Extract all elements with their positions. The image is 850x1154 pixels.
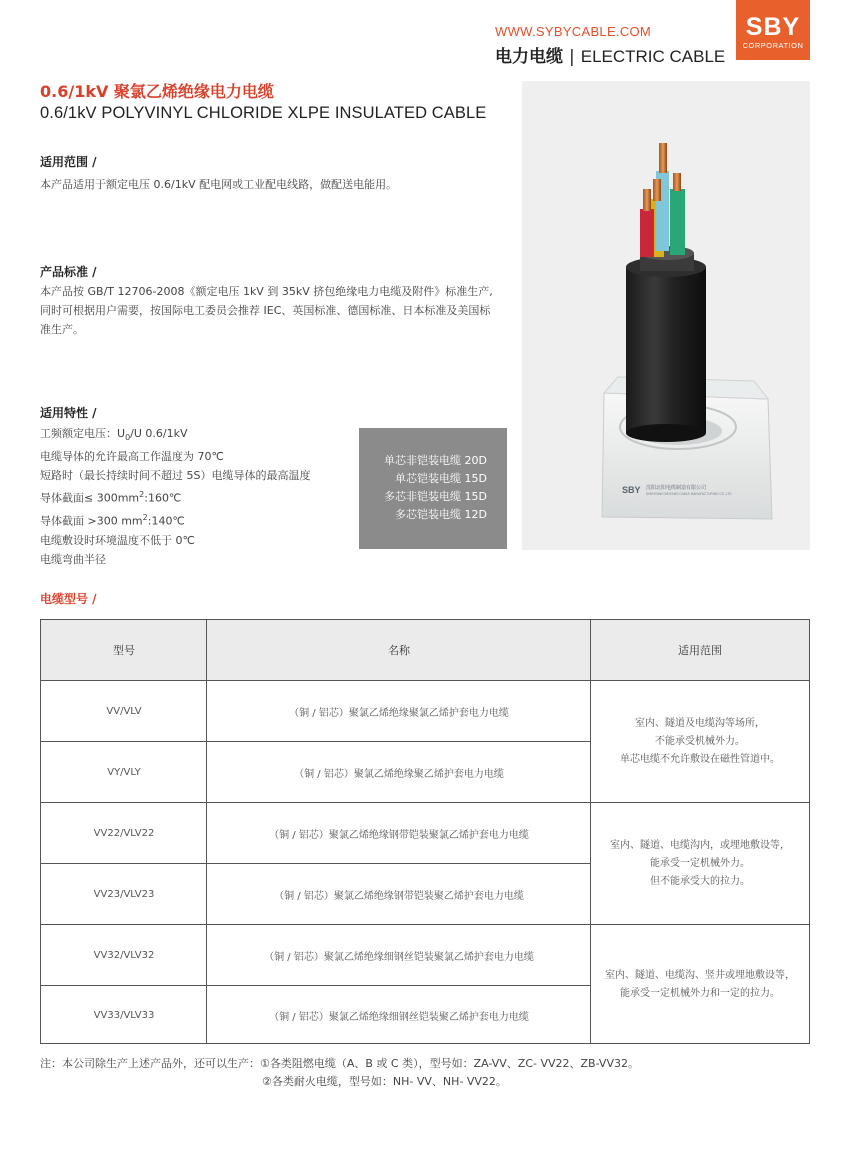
table-cell-model: VV/VLV [106, 705, 142, 717]
table-cell-model: VV33/VLV33 [93, 1009, 155, 1021]
table-cell-name: （铜 / 铝芯）聚氯乙烯绝缘细钢丝铠装聚乙烯护套电力电缆 [269, 1011, 529, 1023]
scope-heading: 适用范围 / [40, 155, 97, 169]
table-divider [41, 985, 590, 986]
feature-line-bend: 电缆弯曲半径 [40, 552, 106, 566]
bend-radius-item: 多芯铠装电缆 12D [395, 508, 487, 521]
category-separator: | [569, 47, 575, 67]
feature-line-short: 短路时（最长持续时间不超过 5S）电缆导体的最高温度 [40, 469, 311, 483]
table-cell-model: VV32/VLV32 [93, 949, 155, 961]
footnote [40, 1055, 639, 1091]
bend-radius-item: 单芯铠装电缆 15D [395, 472, 487, 485]
table-cell-name: （铜 / 铝芯）聚氯乙烯绝缘钢带铠装聚氯乙烯护套电力电缆 [269, 829, 529, 841]
cross1-prefix: 导体截面≤ 300mm [40, 491, 140, 505]
category-en: ELECTRIC CABLE [580, 47, 726, 66]
table-divider [41, 863, 590, 864]
standard-text [40, 282, 493, 339]
cross1-sup: 2 [139, 490, 145, 500]
scope-line: 能承受一定机械外力。 [650, 857, 750, 869]
bend-radius-item: 单芯非铠装电缆 20D [384, 454, 487, 467]
scope-line: 室内、隧道及电缆沟等场所， [635, 717, 765, 729]
bend-radius-item: 多芯非铠装电缆 15D [384, 490, 487, 503]
model-table [40, 619, 810, 1044]
feature-voltage [40, 424, 310, 447]
feature-line-temp: 电缆导体的允许最高工作温度为 70℃ [40, 450, 224, 464]
scope-line: 室内、隧道、电缆沟、竖井或埋地敷设等， [605, 969, 795, 981]
table-cell-model: VV23/VLV23 [93, 888, 155, 900]
standard-heading: 产品标准 / [40, 265, 97, 279]
scope-line: 能承受一定机械外力和一定的拉力。 [620, 987, 780, 999]
category-cn: 电力电缆 [495, 47, 563, 67]
table-cell-scope [591, 803, 809, 924]
scope-line: 单芯电缆不允许敷设在磁性管道中。 [620, 753, 780, 765]
voltage-suffix: /U 0.6/1kV [130, 427, 188, 440]
logo-text: SBY [745, 13, 801, 41]
product-title-cn: 0.6/1kV 聚氯乙烯绝缘电力电缆 [40, 82, 274, 101]
cross2-sup: 2 [142, 512, 148, 522]
table-cell-name: （铜 / 铝芯）聚氯乙烯绝缘聚氯乙烯护套电力电缆 [289, 707, 509, 719]
footnote-row-2 [40, 1073, 639, 1091]
footnote-item: ②各类耐火电缆，型号如：NH- VV、NH- VV22。 [262, 1075, 507, 1088]
footnote-item: ①各类阻燃电缆（A、B 或 C 类），型号如：ZA-VV、ZC- VV22、ZB-VV32。 [260, 1057, 639, 1070]
scope-line: 本产品适用于额定电压 0.6/1kV 配电网或工业配电线路，做配送电能用。 [40, 178, 398, 191]
table-divider [41, 802, 809, 803]
table-cell-name: （铜 / 铝芯）聚氯乙烯绝缘钢带铠装聚乙烯护套电力电缆 [274, 890, 524, 902]
table-divider [206, 620, 207, 1043]
table-cell-scope [591, 681, 809, 802]
table-cell-scope [591, 925, 809, 1044]
table-cell-model: VV22/VLV22 [93, 827, 155, 839]
voltage-prefix: 工频额定电压：U [40, 427, 126, 440]
company-logo [736, 0, 810, 60]
logo-subtext: CORPORATION [742, 41, 804, 50]
table-divider [41, 680, 809, 681]
features-text [40, 424, 310, 569]
model-heading: 电缆型号 / [40, 592, 97, 606]
standard-line-2: 同时可根据用户需要，按国际电工委员会推荐 IEC、英国标准、德国标准、日本标准及美国标 [40, 304, 491, 317]
scope-text [40, 175, 397, 194]
standard-line-3: 准生产。 [40, 323, 84, 336]
scope-line: 不能承受机械外力。 [655, 735, 745, 747]
standard-line-1: 本产品按 GB/T 12706-2008《额定电压 1kV 到 35kV 挤包绝缘电力电缆及附件》标准生产, [40, 285, 493, 298]
product-title-en: 0.6/1kV POLYVINYL CHLORIDE XLPE INSULATED CABLE [40, 104, 487, 122]
base-label-cn: 沈阳北阳电缆制造有限公司 [646, 485, 707, 491]
cross1-suffix: :160℃ [144, 491, 182, 505]
table-header-scope: 适用范围 [591, 620, 809, 680]
product-photo [522, 81, 810, 550]
base-logo: SBY [622, 485, 641, 495]
cross2-prefix: 导体截面 >300 mm [40, 514, 143, 528]
bend-radius-box [359, 428, 507, 549]
cross2-suffix: :140℃ [147, 514, 185, 528]
website-url[interactable]: WWW.SYBYCABLE.COM [495, 24, 652, 39]
features-heading: 适用特性 / [40, 406, 97, 420]
cable-illustration [522, 81, 810, 550]
base-label-en: SHENYANG BEIYANG CABLE MANUFACTURING CO.,LTD [646, 492, 732, 496]
table-cell-name: （铜 / 铝芯）聚氯乙烯绝缘聚乙烯护套电力电缆 [294, 768, 504, 780]
table-divider [41, 741, 590, 742]
feature-cross-1 [40, 485, 310, 508]
feature-line-ambient: 电缆敷设时环境温度不低于 0℃ [40, 533, 195, 547]
table-header-name: 名称 [207, 620, 591, 680]
table-divider [590, 620, 591, 1043]
table-header-model: 型号 [41, 620, 207, 680]
footnote-row-1 [40, 1055, 639, 1073]
voltage-sub: 0 [125, 433, 131, 443]
scope-line: 但不能承受大的拉力。 [650, 875, 750, 887]
footnote-label: 注：本公司除生产上述产品外，还可以生产： [40, 1057, 260, 1070]
table-divider [41, 924, 809, 925]
scope-line: 室内、隧道、电缆沟内，或埋地敷设等， [610, 839, 790, 851]
table-cell-model: VY/VLY [107, 766, 141, 778]
category-title [495, 42, 725, 67]
table-cell-name: （铜 / 铝芯）聚氯乙烯绝缘细钢丝铠装聚氯乙烯护套电力电缆 [264, 951, 534, 963]
feature-cross-2 [40, 508, 310, 531]
